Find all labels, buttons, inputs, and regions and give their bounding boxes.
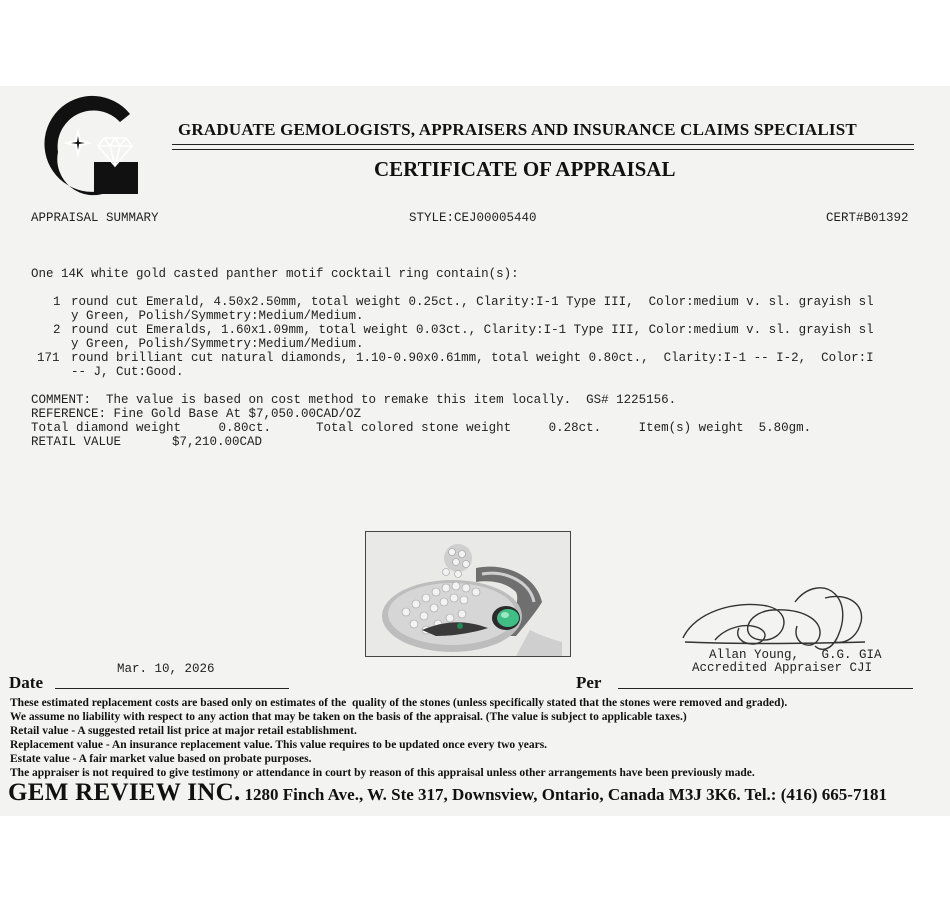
cert-number: CERT#B01392 [826, 211, 909, 225]
comment: COMMENT: The value is based on cost method to remake this item locally. GS# 1225156. [31, 393, 677, 407]
item-line: round brilliant cut natural diamonds, 1.10-0.90x0.61mm, total weight 0.80ct., Clarity:I-1 -- I-2, Color:I [71, 351, 874, 365]
disclaimer-line: Retail value - A suggested retail list price at major retail establishment. [10, 725, 357, 737]
item-line: y Green, Polish/Symmetry:Medium/Medium. [71, 309, 364, 323]
disclaimer-line: Replacement value - An insurance replacement value. This value requires to be updated once every two years. [10, 739, 548, 751]
ring-photo [365, 531, 571, 657]
item-line: y Green, Polish/Symmetry:Medium/Medium. [71, 337, 364, 351]
per-label: Per [576, 673, 602, 692]
date-label: Date [9, 673, 43, 692]
org-title: GRADUATE GEMOLOGISTS, APPRAISERS AND INSURANCE CLAIMS SPECIALIST [178, 120, 857, 139]
item-qty: 171 [37, 351, 60, 365]
gem-logo-icon [38, 92, 146, 204]
per-line [618, 688, 913, 689]
item-qty: 1 [53, 295, 61, 309]
disclaimer-line: Estate value - A fair market value based on probate purposes. [10, 753, 312, 765]
weights-summary: Total diamond weight 0.80ct. Total colored stone weight 0.28ct. Item(s) weight 5.80gm. [31, 421, 812, 435]
retail-value: $7,210.00CAD [172, 435, 263, 449]
item-line: round cut Emerald, 4.50x2.50mm, total weight 0.25ct., Clarity:I-1 Type III, Color:medium v. sl. grayish sl [71, 295, 874, 309]
header-rule-top [172, 144, 914, 145]
disclaimer-line: The appraiser is not required to give testimony or attendance in court by reason of this appraisal unless other arrangements have been previously made. [10, 767, 755, 779]
header-rule-bottom [172, 149, 914, 150]
disclaimer-line: These estimated replacement costs are based only on estimates of the quality of the stones (unless specifically stated that the stones were removed and graded). [10, 697, 788, 709]
retail-value-label: RETAIL VALUE [31, 435, 122, 449]
item-line: round cut Emeralds, 1.60x1.09mm, total weight 0.03ct., Clarity:I-1 Type III, Color:medium v. sl. grayish sl [71, 323, 874, 337]
disclaimer-line: We assume no liability with respect to any action that may be taken on the basis of the appraisal. (The value is subject to applicable taxes.) [10, 711, 687, 723]
appraiser-name: Allan Young, G.G. GIA [709, 648, 882, 662]
certificate-title: CERTIFICATE OF APPRAISAL [374, 157, 676, 181]
description-intro: One 14K white gold casted panther motif cocktail ring contain(s): [31, 267, 519, 281]
date-line [55, 688, 289, 689]
firm-address: 1280 Finch Ave., W. Ste 317, Downsview, Ontario, Canada M3J 3K6. Tel.: (416) 665-7181 [244, 785, 887, 804]
item-line: -- J, Cut:Good. [71, 365, 184, 379]
firm-footer [8, 779, 887, 807]
item-qty: 2 [53, 323, 61, 337]
appraisal-summary-label: APPRAISAL SUMMARY [31, 211, 159, 225]
firm-name: GEM REVIEW INC. [8, 779, 241, 806]
style-number: STYLE:CEJ00005440 [409, 211, 537, 225]
date-value: Mar. 10, 2026 [117, 662, 215, 676]
reference: REFERENCE: Fine Gold Base At $7,050.00CAD/OZ [31, 407, 362, 421]
appraiser-title: Accredited Appraiser CJI [692, 661, 873, 675]
